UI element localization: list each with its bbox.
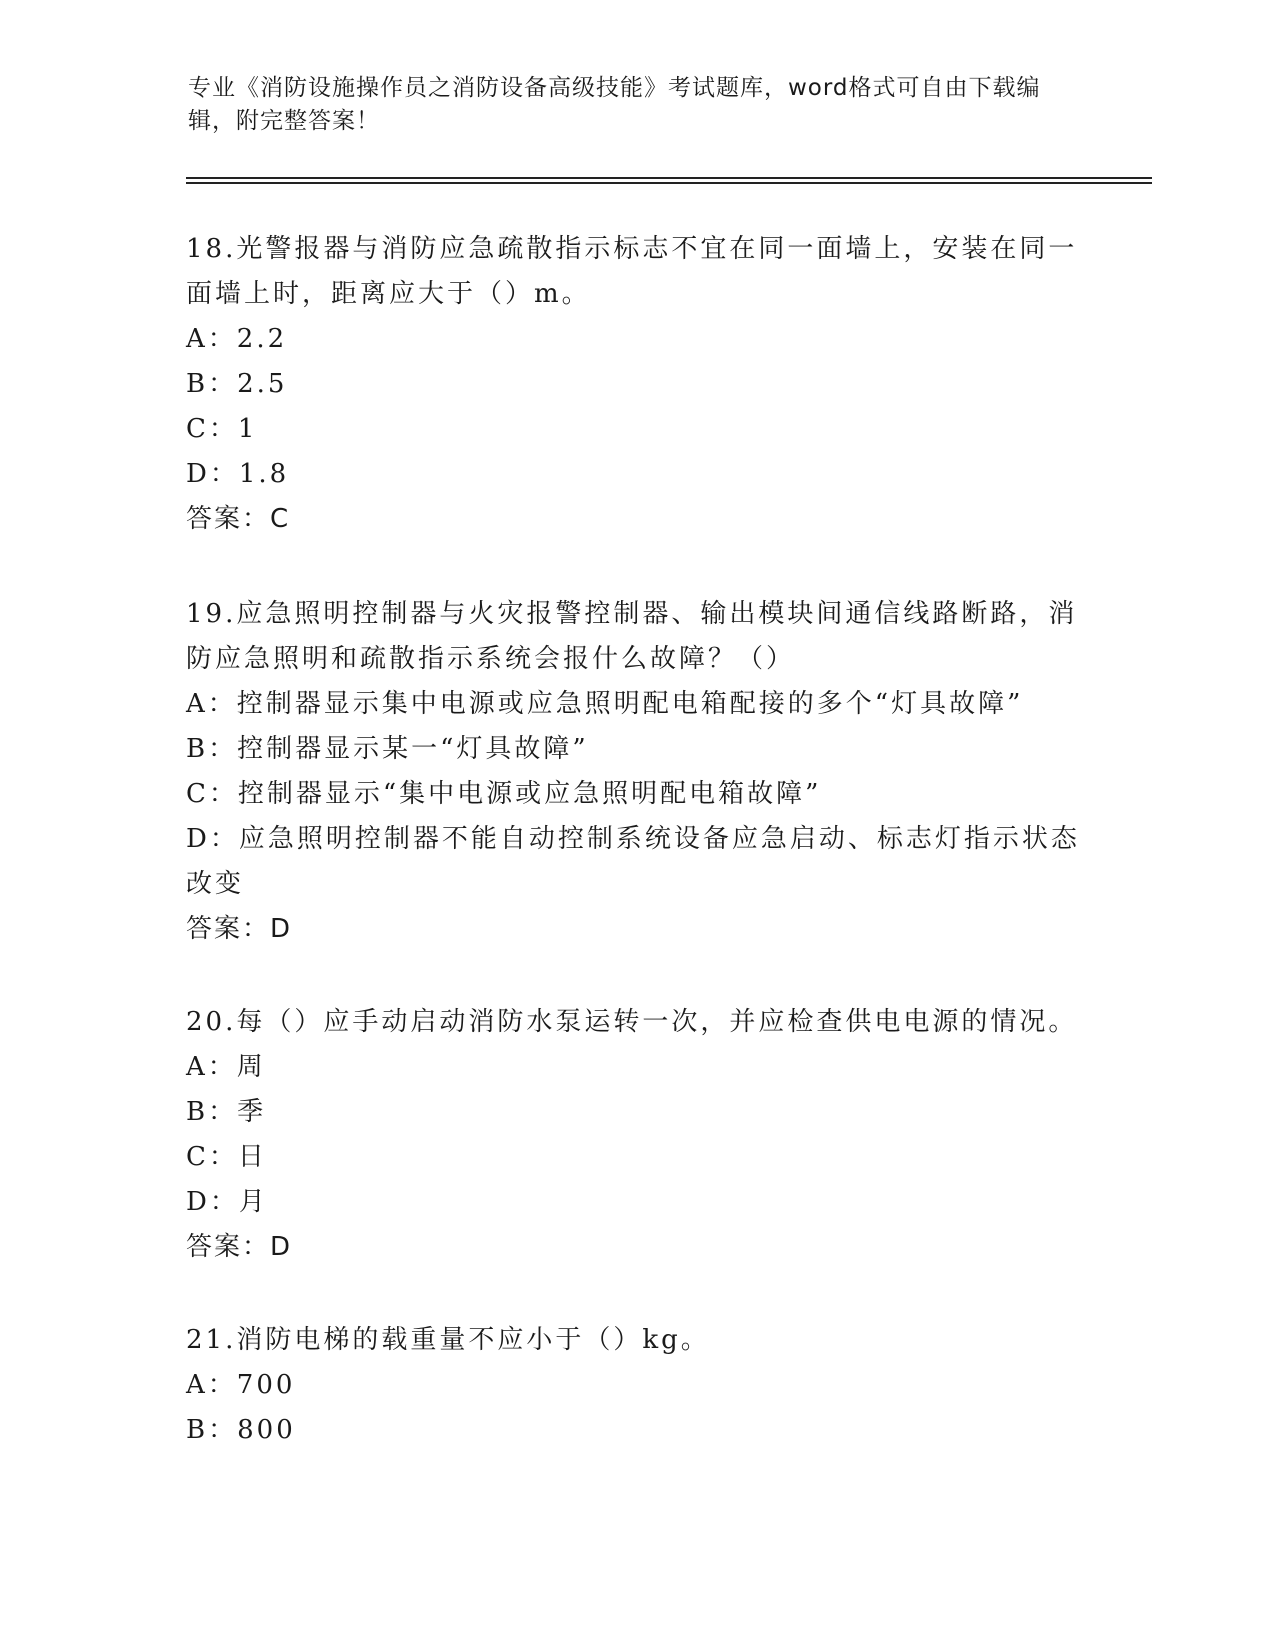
header-divider-top xyxy=(186,177,1152,179)
option-b: B：控制器显示某一“灯具故障” xyxy=(186,734,589,764)
option-b: B：2.5 xyxy=(186,369,288,399)
option-d: D：1.8 xyxy=(186,459,290,489)
question-20 xyxy=(186,1000,1086,1270)
question-18 xyxy=(186,227,1086,542)
answer-line: 答案：D xyxy=(186,1232,293,1262)
answer-line: 答案：C xyxy=(186,504,291,534)
option-a: A：控制器显示集中电源或应急照明配电箱配接的多个“灯具故障” xyxy=(186,689,1024,719)
option-c: C：1 xyxy=(186,414,258,444)
question-stem-line: 21.消防电梯的载重量不应小于（）kg。 xyxy=(186,1325,710,1355)
option-a: A：700 xyxy=(186,1370,296,1400)
header-line-2: 辑，附完整答案！ xyxy=(188,108,380,134)
option-a: A：2.2 xyxy=(186,324,288,354)
option-a: A：周 xyxy=(186,1052,266,1082)
option-b: B：800 xyxy=(186,1415,296,1445)
option-d: D：月 xyxy=(186,1187,268,1217)
question-stem-line: 20.每（）应手动启动消防水泵运转一次，并应检查供电电源的情况。 xyxy=(186,1007,1078,1037)
option-d: D：应急照明控制器不能自动控制系统设备应急启动、标志灯指示状态 xyxy=(186,824,1080,854)
question-stem-line: 面墙上时，距离应大于（）m。 xyxy=(186,279,591,309)
document-header xyxy=(188,72,1068,138)
header-divider-bottom xyxy=(186,182,1152,184)
option-b: B：季 xyxy=(186,1097,267,1127)
question-stem-line: 18.光警报器与消防应急疏散指示标志不宜在同一面墙上，安装在同一 xyxy=(186,234,1078,264)
question-stem-line: 防应急照明和疏散指示系统会报什么故障？（） xyxy=(186,644,796,674)
question-21 xyxy=(186,1318,1086,1453)
header-line-1: 专业《消防设施操作员之消防设备高级技能》考试题库，word格式可自由下载编 xyxy=(188,75,1041,101)
option-d-continued: 改变 xyxy=(186,869,245,899)
question-stem-line: 19.应急照明控制器与火灾报警控制器、输出模块间通信线路断路，消 xyxy=(186,599,1078,629)
option-c: C：日 xyxy=(186,1142,267,1172)
answer-line: 答案：D xyxy=(186,914,293,944)
question-19 xyxy=(186,592,1086,952)
option-c: C：控制器显示“集中电源或应急照明配电箱故障” xyxy=(186,779,822,809)
